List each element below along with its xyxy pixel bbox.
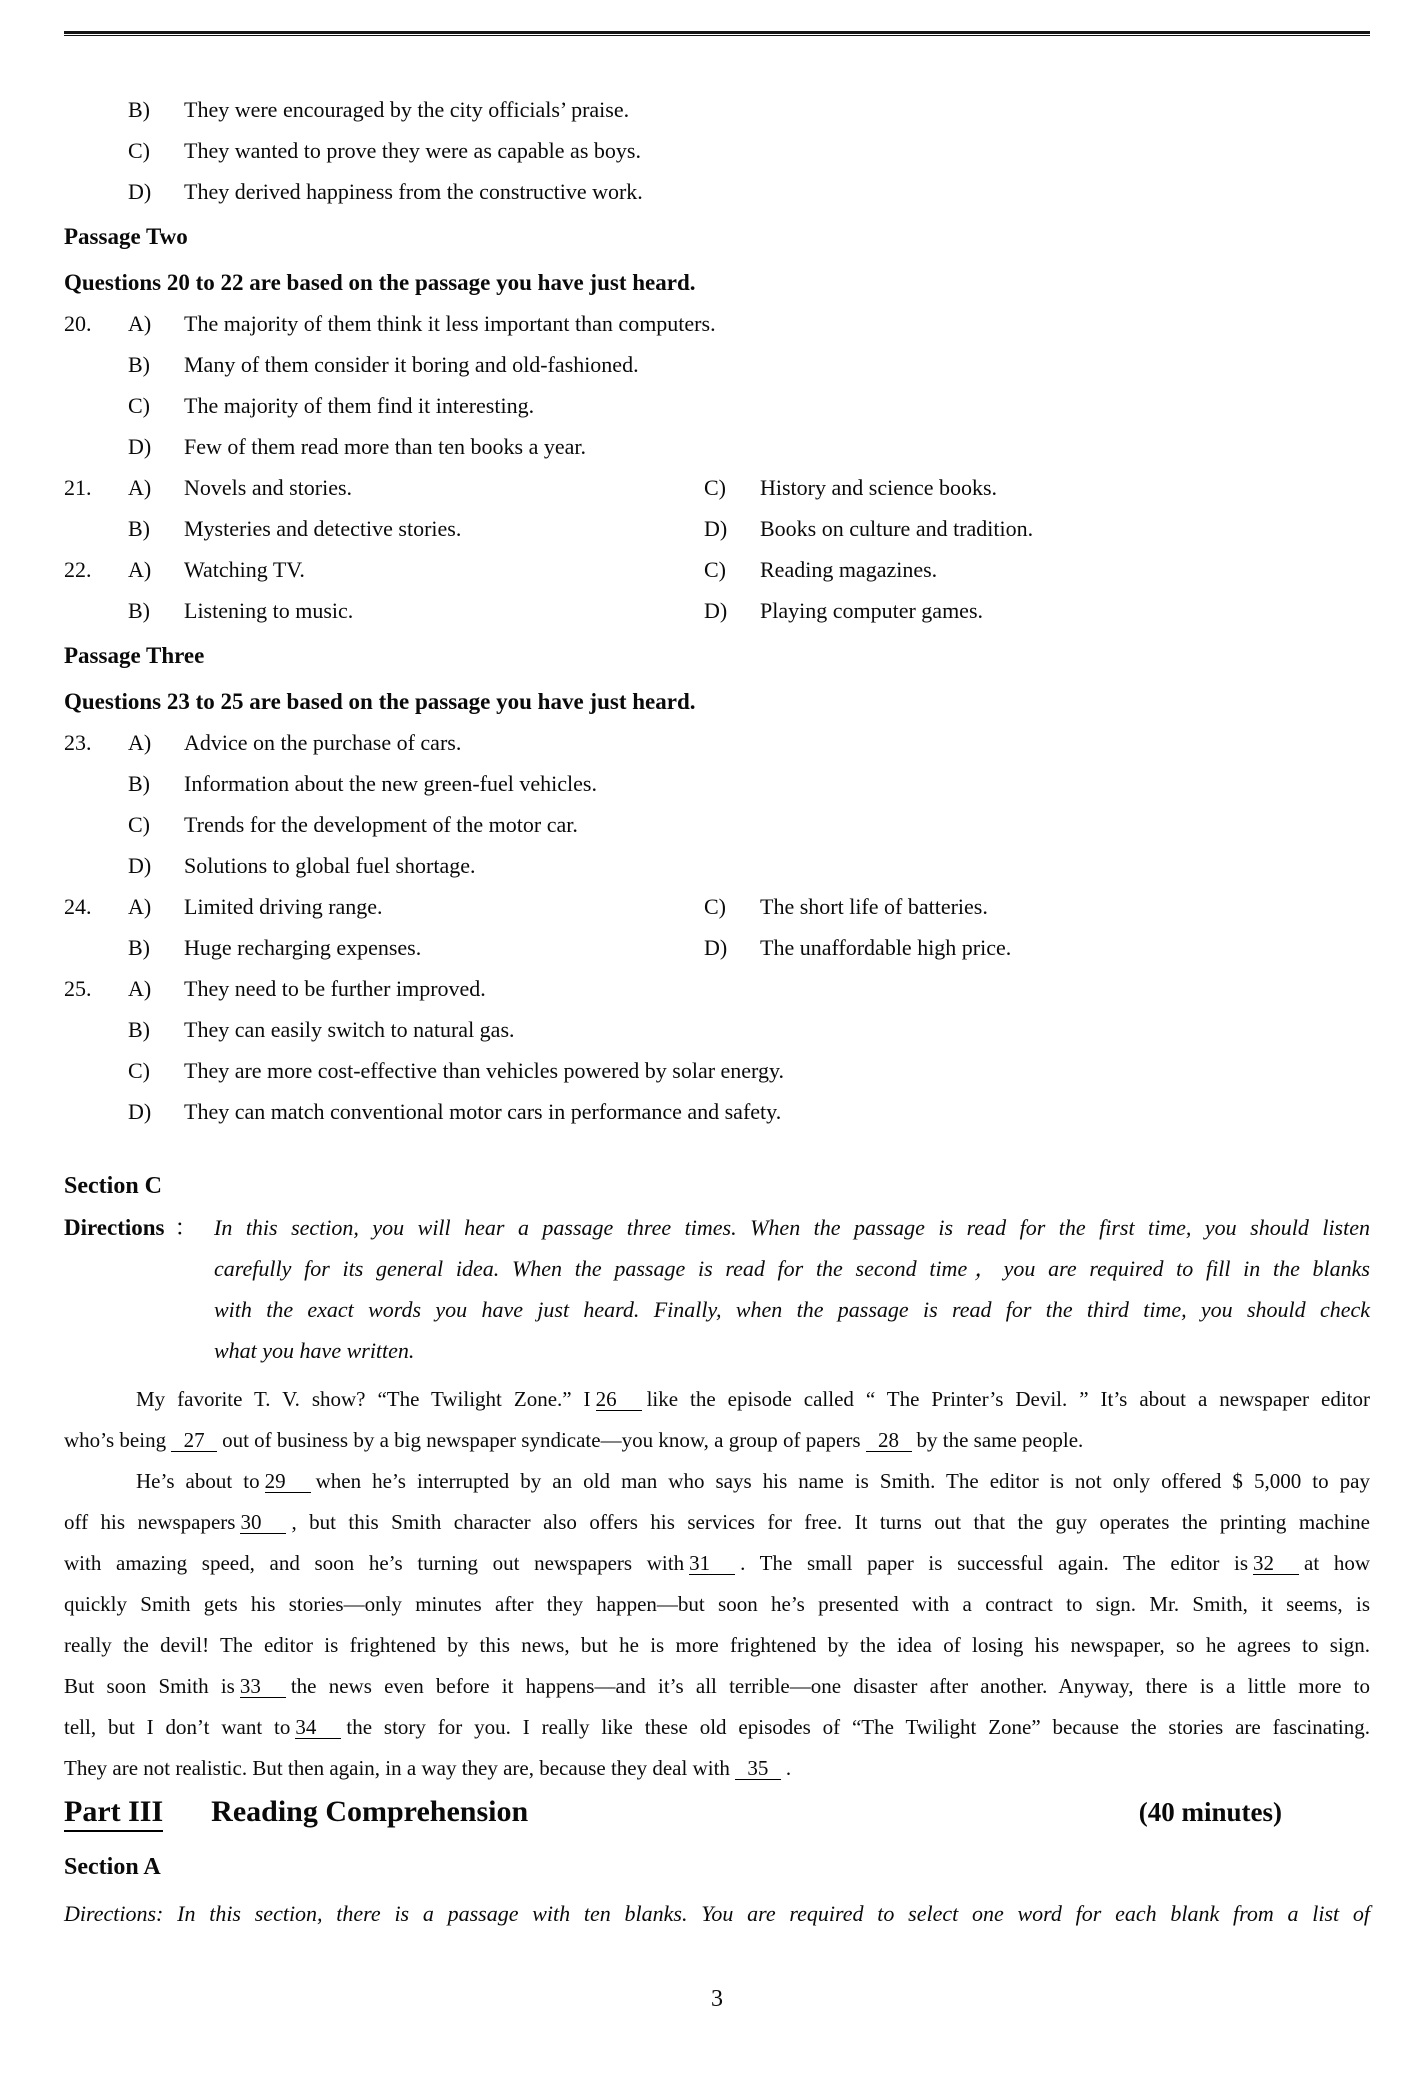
question-number: 23.: [64, 729, 92, 755]
blank-30: 30: [240, 1511, 286, 1534]
option-letter: D): [704, 597, 728, 623]
part3-label: Part III: [64, 1795, 163, 1832]
option-letter: B): [128, 770, 150, 796]
option-letter: A): [128, 975, 152, 1001]
option-row: [64, 804, 1370, 845]
option-text: Many of them consider it boring and old-fashioned.: [184, 351, 639, 377]
part3-heading: [64, 1795, 1370, 1841]
option-letter: D): [128, 1098, 152, 1124]
dictation: [64, 1379, 1370, 1789]
dictation-line: quickly Smith gets his stories—only minutes after they happen—but soon he’s presented with a contract to sign. Mr. Smith, it seems, is: [64, 1592, 1370, 1616]
dictation-line: really the devil! The editor is frightened by this news, but he is more frightened by the idea of losing his newspaper, so he agrees to sign.: [64, 1633, 1370, 1657]
option-letter: B): [128, 351, 150, 377]
option-row: [64, 886, 1370, 927]
dictation-line: My favorite T. V. show? “The Twilight Zone.” I 26 like the episode called “ The Printer’s Devil. ” It’s about a newspaper editor: [136, 1387, 1370, 1411]
dictation-line: They are not realistic. But then again, in a way they are, because they deal with 35 .: [64, 1756, 792, 1780]
option-row: [64, 467, 1370, 508]
option-letter: D): [128, 178, 152, 204]
option-letter: A): [128, 729, 152, 755]
option-row: [64, 426, 1370, 467]
dictation-line: He’s about to 29 when he’s interrupted by an old man who says his name is Smith. The editor is not only offered $ 5,000 to pay: [136, 1469, 1370, 1493]
blank-32: 32: [1253, 1552, 1299, 1575]
directions-line: with the exact words you have just heard. Finally, when the passage is read for the third time, you should check: [214, 1297, 1370, 1322]
top-rule: [64, 31, 1370, 36]
dictation-line: with amazing speed, and soon he’s turning out newspapers with 31 . The small paper is successful again. The editor is 32 at how: [64, 1551, 1370, 1575]
option-text: They are more cost-effective than vehicles powered by solar energy.: [184, 1057, 785, 1083]
option-text: Mysteries and detective stories.: [184, 515, 462, 541]
option-row: [64, 303, 1370, 344]
option-letter: A): [128, 474, 152, 500]
dictation-line: tell, but I don’t want to 34 the story for you. I really like these old episodes of “The Twilight Zone” because the stories are fascinating.: [64, 1715, 1370, 1739]
passage-heading: Passage Three: [64, 643, 205, 668]
blank-26: 26: [596, 1388, 642, 1411]
exam-page: [0, 31, 1428, 2013]
blank-33: 33: [240, 1675, 286, 1698]
questions-intro: Questions 23 to 25 are based on the passage you have just heard.: [64, 689, 696, 714]
option-text: They can easily switch to natural gas.: [184, 1016, 515, 1042]
option-letter: C): [704, 556, 726, 582]
option-text: They can match conventional motor cars in performance and safety.: [184, 1098, 782, 1124]
dictation-line: off his newspapers 30 , but this Smith character also offers his services for free. It turns out that the guy operates the printing machine: [64, 1510, 1370, 1534]
option-text: Listening to music.: [184, 597, 354, 623]
option-text: Huge recharging expenses.: [184, 934, 422, 960]
option-letter: B): [128, 1016, 150, 1042]
blank-28: 28: [866, 1429, 912, 1452]
leftover-options: [64, 89, 1370, 212]
option-text: They need to be further improved.: [184, 975, 486, 1001]
option-letter: D): [128, 433, 152, 459]
option-text: Watching TV.: [184, 556, 305, 582]
option-text: The short life of batteries.: [760, 893, 988, 919]
option-letter: C): [128, 392, 150, 418]
directions-label: Directions ：: [64, 1215, 198, 1240]
option-row: [64, 1050, 1370, 1091]
option-row: [64, 590, 1370, 631]
sectiona-heading: Section A: [64, 1854, 161, 1880]
part3-time: (40 minutes): [1138, 1797, 1282, 1827]
option-letter: C): [704, 474, 726, 500]
passage-heading: Passage Two: [64, 224, 188, 249]
passages: [64, 216, 1370, 1132]
option-row: [64, 1091, 1370, 1132]
option-row: [64, 508, 1370, 549]
dictation-line: But soon Smith is 33 the news even before it happens—and it’s all terrible—one disaster after another. Anyway, there is a little more to: [64, 1674, 1370, 1698]
question-number: 20.: [64, 310, 92, 336]
sectionc-directions-lines: [214, 1207, 1370, 1371]
option-row: [64, 130, 1370, 171]
option-row: [64, 171, 1370, 212]
blank-34: 34: [295, 1716, 341, 1739]
option-text: Solutions to global fuel shortage.: [184, 852, 476, 878]
option-text: They were encouraged by the city officials’ praise.: [184, 96, 630, 122]
question-number: 24.: [64, 893, 92, 919]
option-row: [64, 89, 1370, 130]
blank-27: 27: [171, 1429, 217, 1452]
page-number: 3: [711, 1986, 723, 2012]
option-row: [64, 968, 1370, 1009]
option-text: The majority of them think it less important than computers.: [184, 310, 716, 336]
part3-title: Reading Comprehension: [211, 1795, 529, 1828]
option-text: They derived happiness from the constructive work.: [184, 178, 643, 204]
directions-line: what you have written.: [214, 1338, 415, 1363]
question-number: 22.: [64, 556, 92, 582]
option-row: [64, 385, 1370, 426]
question-number: 25.: [64, 975, 92, 1001]
option-letter: B): [128, 96, 150, 122]
option-row: [64, 344, 1370, 385]
option-letter: A): [128, 310, 152, 336]
option-text: They wanted to prove they were as capable as boys.: [184, 137, 641, 163]
option-text: Playing computer games.: [760, 597, 984, 623]
option-text: Reading magazines.: [760, 556, 938, 582]
option-letter: D): [704, 934, 728, 960]
option-letter: C): [128, 1057, 150, 1083]
option-text: Information about the new green-fuel vehicles.: [184, 770, 597, 796]
option-text: History and science books.: [760, 474, 998, 500]
option-letter: D): [704, 515, 728, 541]
option-row: [64, 722, 1370, 763]
option-text: Trends for the development of the motor car.: [184, 811, 578, 837]
option-text: Books on culture and tradition.: [760, 515, 1034, 541]
option-text: Few of them read more than ten books a year.: [184, 433, 586, 459]
option-letter: A): [128, 556, 152, 582]
blank-29: 29: [265, 1470, 311, 1493]
option-letter: D): [128, 852, 152, 878]
option-text: Advice on the purchase of cars.: [184, 729, 462, 755]
option-letter: A): [128, 893, 152, 919]
option-text: The majority of them find it interesting.: [184, 392, 535, 418]
option-letter: C): [128, 811, 150, 837]
option-text: Novels and stories.: [184, 474, 353, 500]
option-letter: B): [128, 934, 150, 960]
questions-intro: Questions 20 to 22 are based on the passage you have just heard.: [64, 270, 696, 295]
blank-31: 31: [689, 1552, 735, 1575]
sectiona-directions: Directions: In this section, there is a passage with ten blanks. You are required to select one word for each blank from a list of: [64, 1901, 1370, 1926]
question-number: 21.: [64, 474, 92, 500]
option-letter: C): [704, 893, 726, 919]
directions-colon: ：: [174, 1215, 198, 1240]
option-row: [64, 763, 1370, 804]
option-text: The unaffordable high price.: [760, 934, 1012, 960]
directions-line: In this section, you will hear a passage three times. When the passage is read for the first time, you should listen: [214, 1215, 1370, 1240]
option-letter: B): [128, 515, 150, 541]
option-letter: C): [128, 137, 150, 163]
option-row: [64, 927, 1370, 968]
option-text: Limited driving range.: [184, 893, 383, 919]
option-row: [64, 1009, 1370, 1050]
sectionc-heading: Section C: [64, 1173, 162, 1199]
blank-35: 35: [735, 1757, 781, 1780]
option-row: [64, 845, 1370, 886]
option-letter: B): [128, 597, 150, 623]
directions-line: carefully for its general idea. When the passage is read for the second time，you are required to fill in the blanks: [214, 1256, 1370, 1281]
dictation-line: who’s being 27 out of business by a big newspaper syndicate—you know, a group of papers 28 by the same people.: [64, 1428, 1084, 1452]
sectionc-directions: [64, 1207, 1370, 1371]
option-row: [64, 549, 1370, 590]
